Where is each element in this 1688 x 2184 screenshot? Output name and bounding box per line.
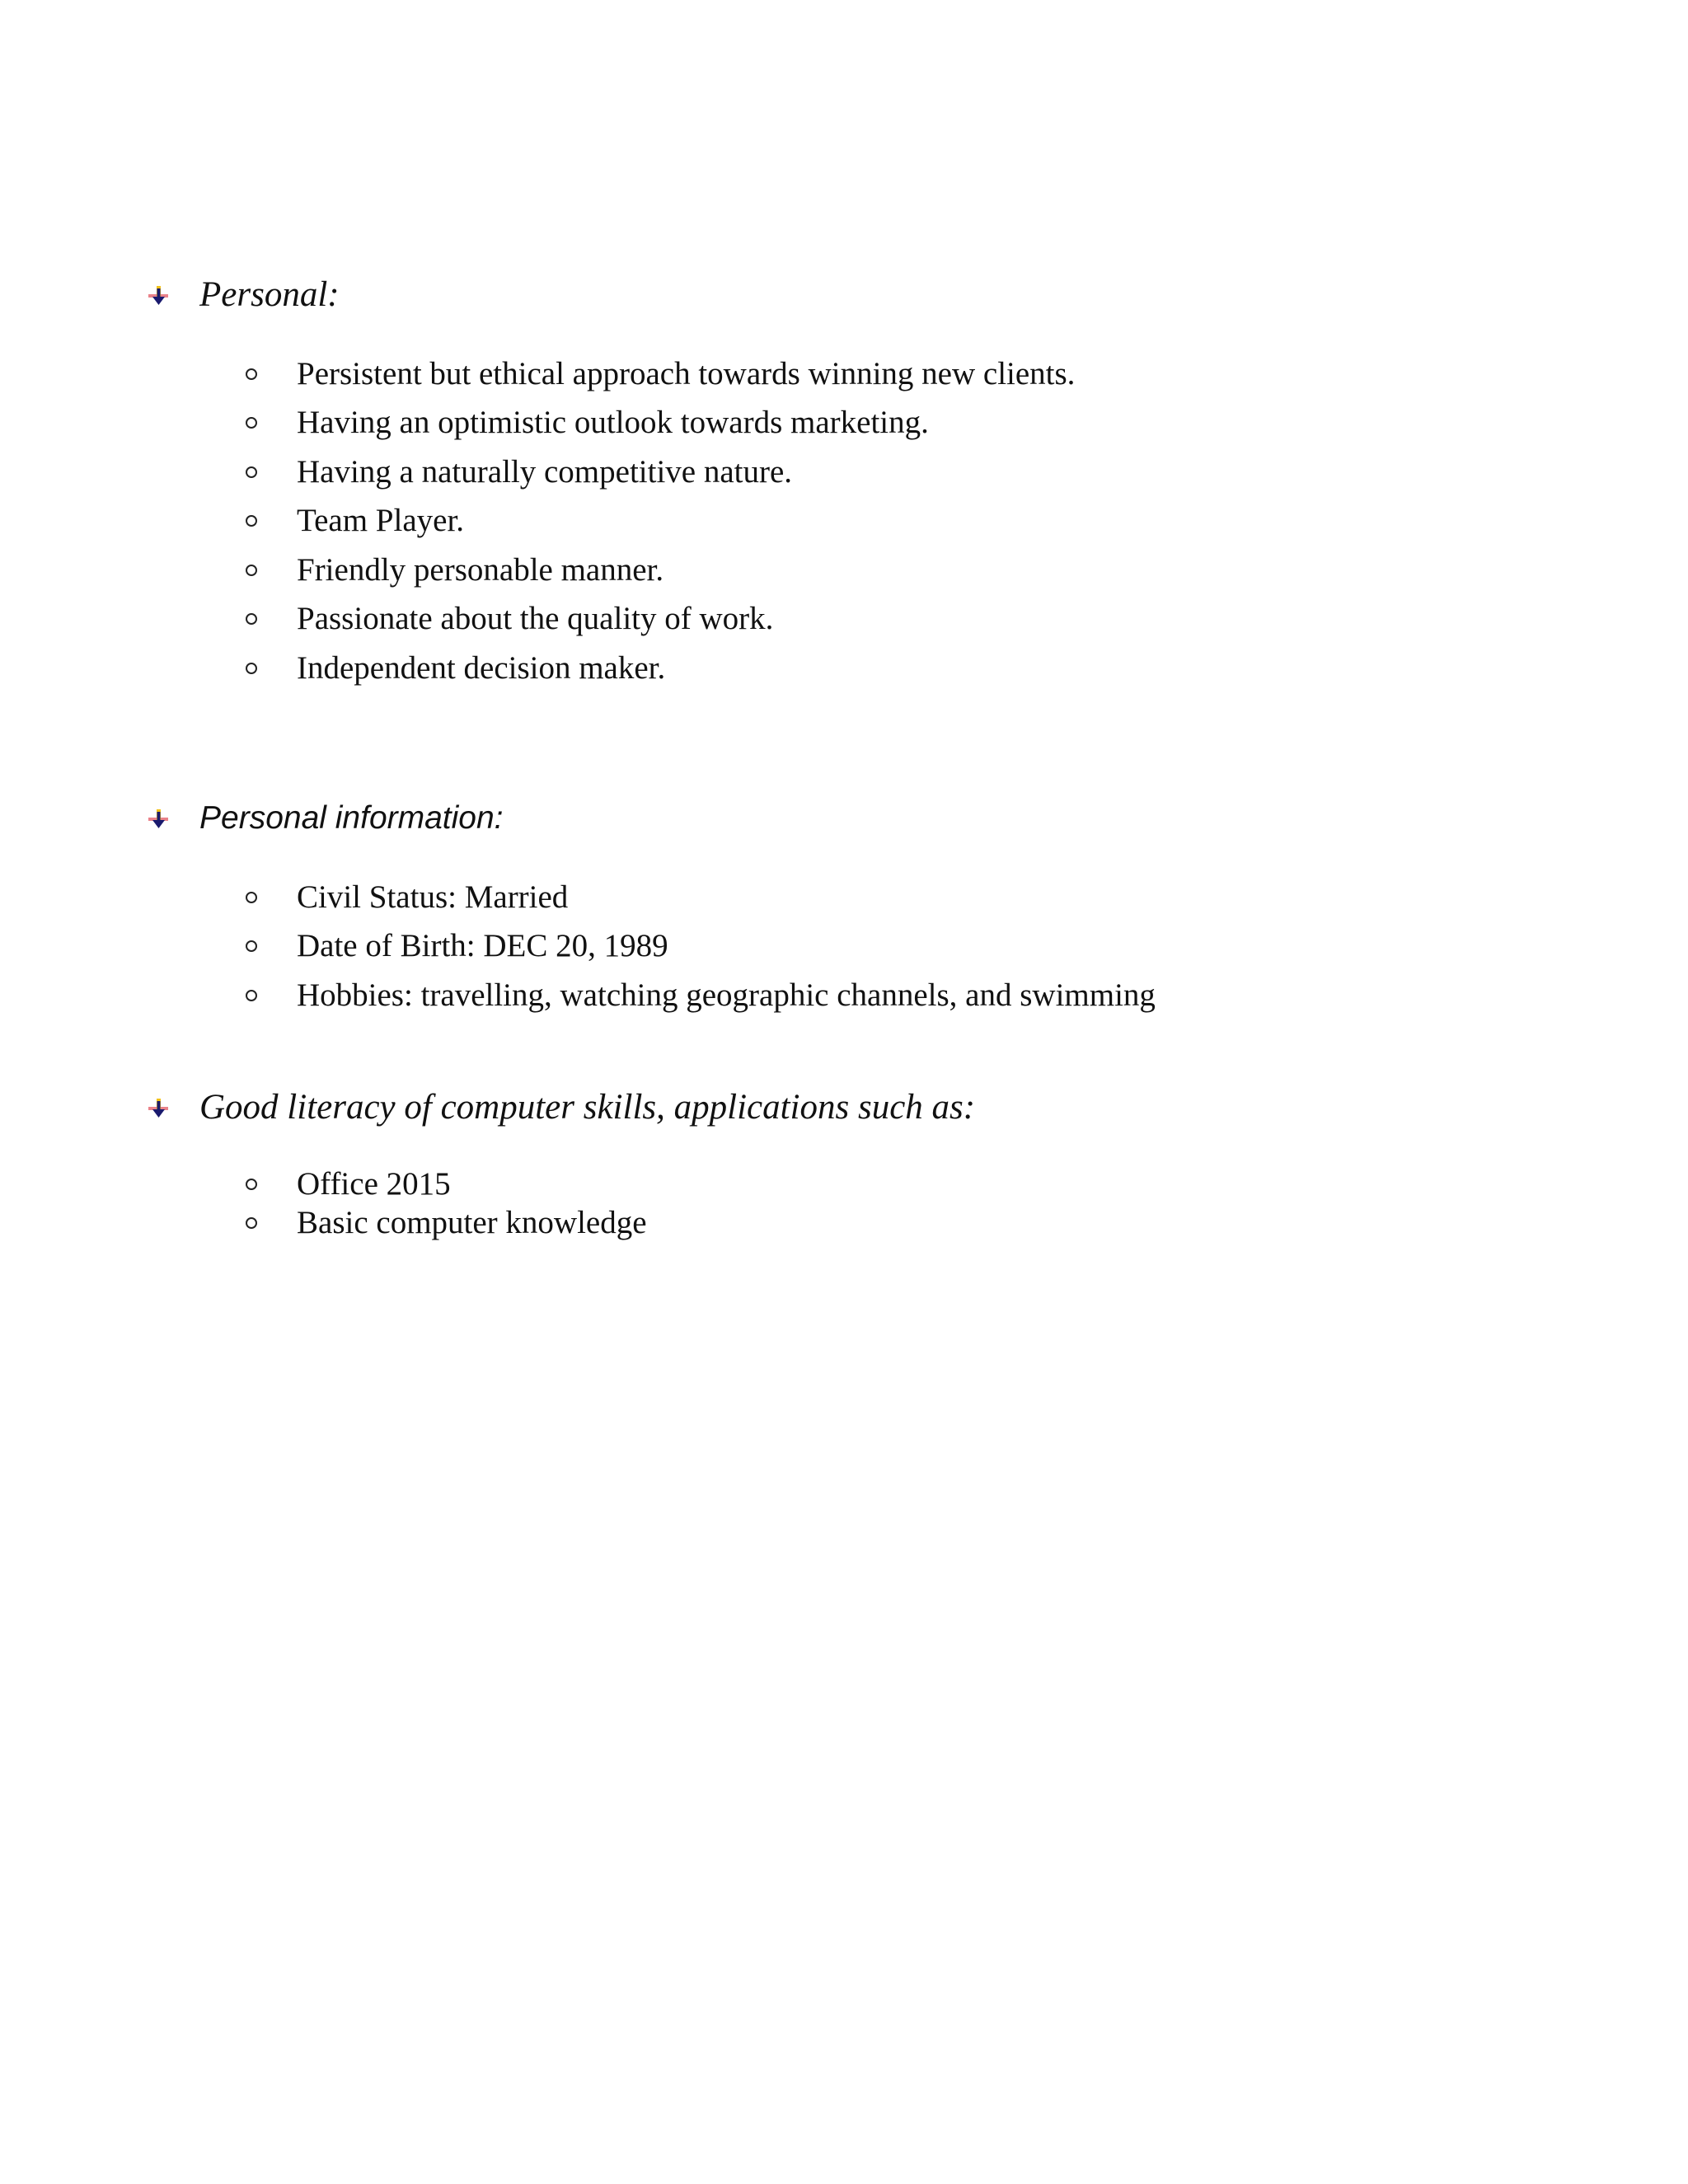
list-item-text: Independent decision maker. — [297, 649, 666, 686]
section-heading-row — [147, 795, 504, 841]
list-item-text: Friendly personable manner. — [297, 551, 664, 588]
hollow-circle-bullet-icon — [246, 892, 257, 903]
hollow-circle-bullet-icon — [246, 515, 257, 527]
hollow-circle-bullet-icon — [246, 565, 257, 576]
down-arrow-bullet-icon — [147, 1096, 170, 1119]
list-item-text: Civil Status: Married — [297, 879, 569, 915]
list-item-text: Team Player. — [297, 503, 465, 539]
hollow-circle-bullet-icon — [246, 1179, 257, 1190]
list-item-text: Passionate about the quality of work. — [297, 601, 774, 637]
down-arrow-bullet-icon — [147, 284, 170, 307]
list-item-text: Date of Birth: DEC 20, 1989 — [297, 928, 668, 964]
section-heading: Personal information: — [199, 800, 504, 836]
hollow-circle-bullet-icon — [246, 990, 257, 1001]
list-item-text: Persistent but ethical approach towards winning new clients. — [297, 355, 1076, 391]
hollow-circle-bullet-icon — [246, 940, 257, 952]
hollow-circle-bullet-icon — [246, 1217, 257, 1229]
hollow-circle-bullet-icon — [246, 417, 257, 429]
hollow-circle-bullet-icon — [246, 368, 257, 380]
section-heading: Personal: — [199, 275, 340, 314]
list-item-text: Having an optimistic outlook towards marketing. — [297, 405, 929, 441]
hollow-circle-bullet-icon — [246, 466, 257, 478]
list-item-text: Office 2015 — [297, 1165, 451, 1202]
section-heading: Good literacy of computer skills, applications such as: — [199, 1088, 976, 1127]
hollow-circle-bullet-icon — [246, 613, 257, 625]
list-item-text: Basic computer knowledge — [297, 1204, 647, 1240]
hollow-circle-bullet-icon — [246, 663, 257, 674]
list-item-text: Having a naturally competitive nature. — [297, 453, 793, 490]
section-heading-row — [147, 272, 340, 318]
list-item-text: Hobbies: travelling, watching geographic channels, and swimming — [297, 977, 1156, 1013]
section-heading-row — [147, 1085, 975, 1131]
down-arrow-bullet-icon — [147, 807, 170, 830]
